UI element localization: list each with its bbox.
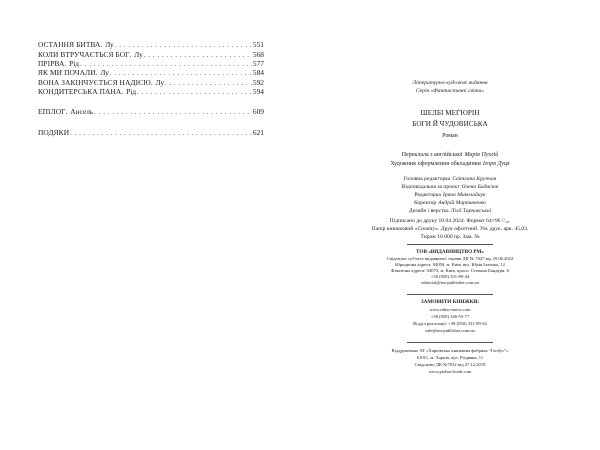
staff-role: Головна редакторка <box>403 176 451 182</box>
toc-entry-page: 584 <box>252 68 264 77</box>
staff-name: Світлана Крупчан <box>452 176 497 182</box>
toc-entry-title: КОЛИ ВТРУЧАЄТЬСЯ БОГ <box>38 50 130 59</box>
toc-entry <box>38 107 264 117</box>
book-genre: Роман <box>442 133 458 139</box>
printer-detail-line: www.globus-book.com <box>428 369 472 374</box>
staff-name: Олена Бадасюк <box>461 184 499 190</box>
staff-role: Дизайн і верстка <box>408 208 449 214</box>
staff-line <box>300 176 600 183</box>
toc-entry-title: ЕПІЛОГ <box>38 107 66 116</box>
orders-heading: ЗАМОВИТИ КНИЖКИ: <box>420 299 480 305</box>
toc-separator: . <box>95 68 100 77</box>
toc-entry-page: 568 <box>252 50 264 59</box>
imprint-page <box>300 0 600 450</box>
toc-separator: . <box>65 107 70 116</box>
toc-dot-leader <box>137 88 252 97</box>
book-author: ШЕЛБІ МЕҐ'ЮРІН <box>420 109 480 117</box>
orders-detail-line: sale@rm-publisher.com.ua <box>425 328 475 333</box>
staff-name: Ірина Миколайчук <box>442 192 486 198</box>
staff-name: Лілії Тарнавської <box>450 208 492 214</box>
staff-line <box>300 200 600 207</box>
toc-entry <box>38 40 264 50</box>
publisher-detail-line: Фактична адреса: 04073, м. Київ, просп. Степана Бандери, 6 <box>391 268 509 273</box>
toc-entry-page: 594 <box>252 87 264 96</box>
toc-entry-narrator: Рід <box>69 59 80 68</box>
toc-entry-narrator: Ансель <box>70 107 94 116</box>
publisher-detail-line: +38 (050) 331-89-44 <box>430 274 470 279</box>
toc-entry-page: 592 <box>252 78 264 87</box>
publisher-detail-line: editorial@rm-publisher.com.ua <box>421 280 479 285</box>
printer-detail-line: Свідоцтво ДК №7032 від 27.12.2019 <box>414 362 486 367</box>
toc-entry-page: 609 <box>252 107 264 116</box>
translator-label: Переклала з англійської <box>401 152 463 158</box>
toc-entry <box>38 87 264 97</box>
toc-entry-page: 577 <box>252 59 264 68</box>
printer-detail-line: Віддруковано АТ «Харківська книжкова фабрика “Глобус”» <box>391 348 509 353</box>
translator-line <box>300 152 600 160</box>
toc-separator: . <box>129 50 134 59</box>
publisher-name: ТОВ «ВИДАВНИЦТВО РМ» <box>416 249 484 255</box>
print-detail-line: Підписано до друку 10.04.2024. Формат 64×96 ¹/₁₆. <box>389 218 511 224</box>
divider <box>407 294 493 295</box>
toc-separator: . <box>121 87 126 96</box>
orders-detail-line: +38 (050) 346-55-77 <box>430 314 470 319</box>
toc-entry-narrator: Лу <box>134 50 143 59</box>
translator-name: Марія Пухлій <box>464 152 499 158</box>
toc-entry-page: 551 <box>252 40 264 49</box>
staff-role: Коректор <box>414 200 437 206</box>
toc-entry <box>38 128 264 138</box>
toc-entry-title: КОНДИТЕРСЬКА ПАНА <box>38 87 122 96</box>
series-name: Серія «Фантастичні світи» <box>415 88 485 94</box>
toc-entry-narrator: Лу <box>105 40 114 49</box>
toc-entry-title: ЯК МИ ПОЧАЛИ <box>38 68 96 77</box>
orders-detail-line: Відділ реалізації: +38 (050) 331-89-44 <box>413 321 487 326</box>
edition-type: Літературно-художнє видання <box>412 80 488 86</box>
toc-entry-narrator: Лу <box>155 78 165 87</box>
publisher-detail-line: Юридична адреса: 04050, м. Київ, вул. Юрія Іллєнка, 12 <box>395 262 505 267</box>
toc-entry-narrator: Рід <box>126 87 137 96</box>
printer-detail-line: 61011, м. Харків, вул. Різдвяна, 11 <box>416 355 484 360</box>
toc-dot-leader <box>115 41 252 50</box>
toc-entry <box>38 68 264 78</box>
cover-designer-name: Ігоря Дуця <box>482 161 510 167</box>
staff-line <box>300 208 600 215</box>
cover-designer-label: Художник оформлення обкладинки <box>390 161 481 167</box>
book-title: БОГИ Й ЧУДОВИСЬКА <box>412 120 488 128</box>
toc-dot-leader <box>110 69 252 78</box>
toc-separator: . <box>64 59 69 68</box>
toc-separator: . <box>150 78 155 87</box>
cover-designer-line <box>300 161 600 169</box>
toc-entry-narrator: Лу <box>100 68 109 77</box>
orders-detail-line: www.ridno-movа.com <box>429 307 471 312</box>
toc-entry-page: 621 <box>252 128 264 137</box>
print-detail-line: Тираж 10 000 пр. Зам. № <box>420 234 480 240</box>
staff-role: Відповідальна за проєкт <box>401 184 460 190</box>
divider <box>407 244 493 245</box>
staff-line <box>300 184 600 191</box>
print-detail-line: Папір книжковий «Creamy». Друк офсетний. Ум. друк. арк. 45,03. <box>371 226 529 232</box>
staff-role: Редакторка <box>414 192 441 198</box>
toc-entry-title: ВОНА ЗАКІНЧУЄТЬСЯ НАДІЄЮ <box>38 78 151 87</box>
toc-entry-title: ПРІРВА <box>38 59 65 68</box>
staff-name: Андрій Мартиненко <box>438 200 486 206</box>
toc-entry-title: ПОДЯКИ <box>38 128 70 137</box>
divider <box>407 342 493 343</box>
publisher-detail-line: Свідоцтво суб'єкта видавничої справи ДК № 7627 від 29.06.2022 <box>386 256 514 261</box>
toc-dot-leader <box>70 129 252 138</box>
toc-dot-leader <box>94 108 252 117</box>
toc-entry-title: ОСТАННЯ БИТВА <box>38 40 101 49</box>
toc-separator: . <box>100 40 105 49</box>
staff-line <box>300 192 600 199</box>
